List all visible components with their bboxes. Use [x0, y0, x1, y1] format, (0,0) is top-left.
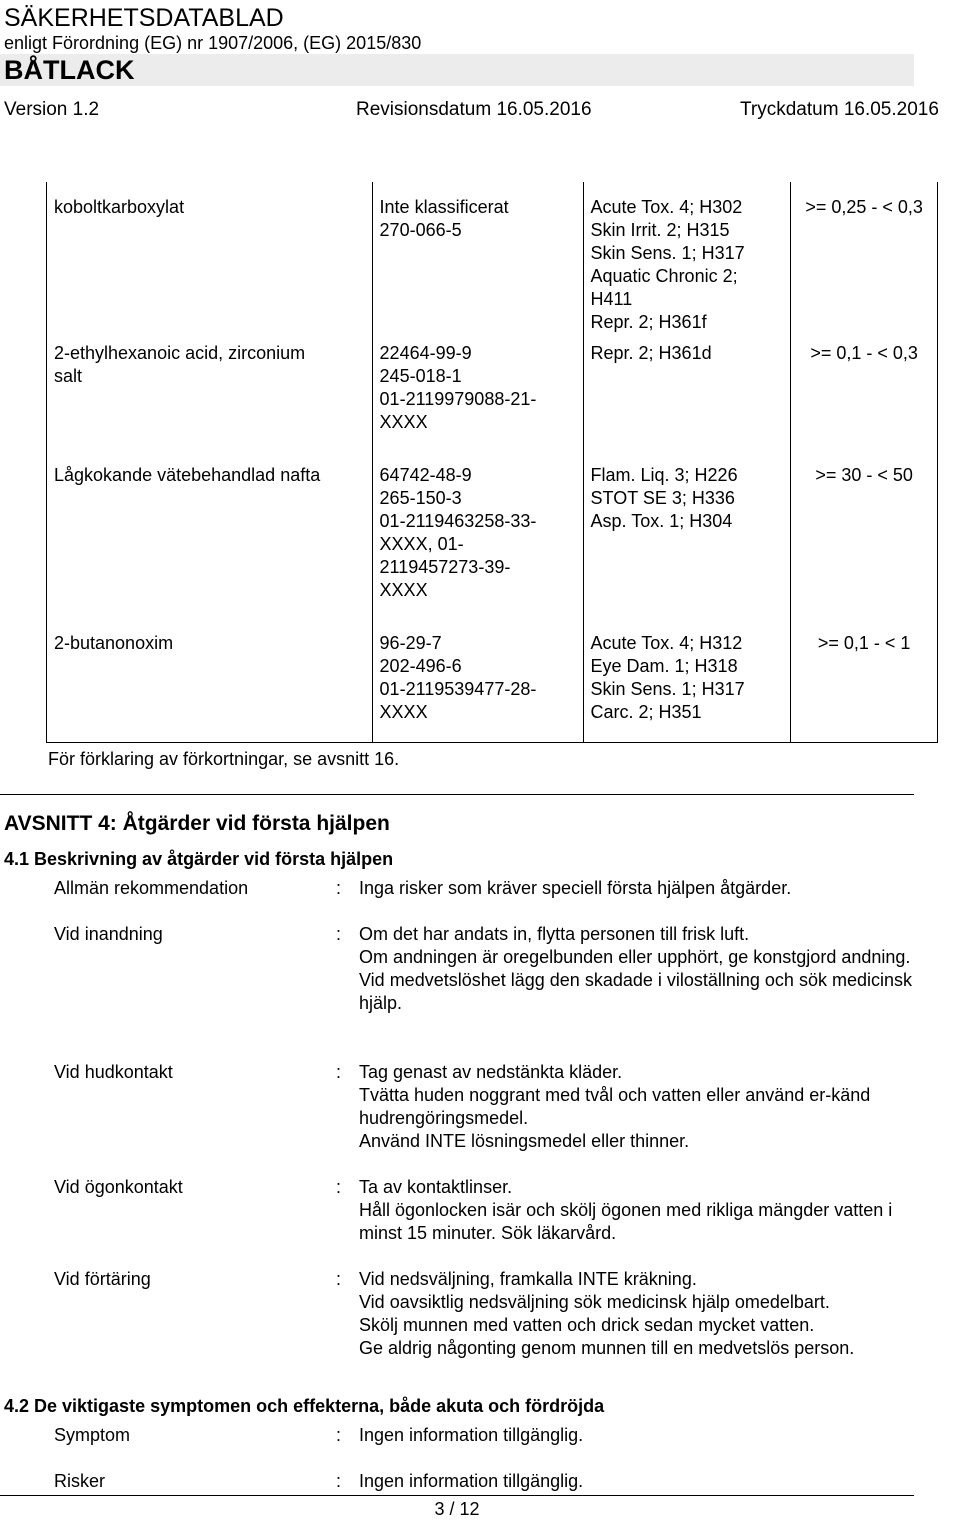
first-aid-value: [359, 1424, 915, 1447]
value-line: Om andningen är oregelbunden eller upphört, ge konstgjord andning.: [359, 947, 911, 967]
substance-classification: [583, 618, 791, 743]
cell-line: >= 30 - < 50: [815, 465, 913, 485]
cell-line: XXXX: [379, 580, 428, 600]
cell-line: XXXX: [379, 702, 428, 722]
value-line: Använd INTE lösningsmedel eller thinner.: [359, 1131, 690, 1151]
cell-line: Carc. 2; H351: [590, 702, 702, 722]
first-aid-label: Risker: [54, 1471, 106, 1491]
cell-line: 202-496-6: [379, 656, 462, 676]
cell-line: Lågkokande vätebehandlad nafta: [54, 465, 321, 485]
substance-name: [47, 450, 373, 618]
cell-line: 01-2119539477-28-: [379, 679, 537, 699]
revision-date: Revisionsdatum 16.05.2016: [356, 99, 592, 120]
first-aid-label: Vid ögonkontakt: [54, 1177, 183, 1197]
colon-separator: :: [336, 878, 342, 898]
subsection-title: 4.1 Beskrivning av åtgärder vid första hjälpen: [4, 849, 394, 869]
table-row: [47, 338, 938, 450]
page-number: 3 / 12: [434, 1499, 480, 1519]
value-line: Skölj munnen med vatten och drick sedan mycket vatten.: [359, 1315, 815, 1335]
colon-separator: :: [336, 1062, 342, 1082]
cell-line: Asp. Tox. 1; H304: [590, 511, 733, 531]
substance-ids: [372, 450, 583, 618]
substance-name: [47, 618, 373, 743]
cell-line: 2-butanonoxim: [54, 633, 174, 653]
first-aid-value: [359, 1061, 915, 1153]
table-row: [47, 182, 938, 338]
value-line: Om det har andats in, flytta personen till frisk luft.: [359, 924, 750, 944]
cell-line: 2-ethylhexanoic acid, zirconium: [54, 343, 306, 363]
cell-line: Eye Dam. 1; H318: [590, 656, 738, 676]
abbreviation-note: För förklaring av förkortningar, se avsnitt 16.: [48, 749, 400, 769]
cell-line: H411: [590, 289, 633, 309]
value-line: Ge aldrig någonting genom munnen till en medvetslös person.: [359, 1338, 855, 1358]
table-row: [47, 450, 938, 618]
value-line: Ingen information tillgänglig.: [359, 1425, 584, 1445]
colon-separator: :: [336, 924, 342, 944]
first-aid-label: Allmän rekommendation: [54, 878, 249, 898]
first-aid-label: Vid inandning: [54, 924, 163, 944]
doc-title: SÄKERHETSDATABLAD: [4, 4, 284, 32]
first-aid-value: [359, 1268, 915, 1360]
cell-line: Acute Tox. 4; H302: [590, 197, 743, 217]
cell-line: 22464-99-9: [379, 343, 472, 363]
value-line: Vid oavsiktlig nedsväljning sök medicinsk hjälp omedelbart.: [359, 1292, 830, 1312]
first-aid-value: [359, 1470, 915, 1493]
cell-line: Aquatic Chronic 2;: [590, 266, 738, 286]
product-name: BÅTLACK: [4, 55, 135, 85]
substance-ids: [372, 182, 583, 338]
cell-line: 270-066-5: [379, 220, 462, 240]
cell-line: 2119457273-39-: [379, 557, 511, 577]
substance-ids: [372, 618, 583, 743]
cell-line: >= 0,25 - < 0,3: [805, 197, 923, 217]
value-line: Tvätta huden noggrant med tvål och vatten eller använd er-känd hudrengöringsmedel.: [359, 1085, 871, 1128]
cell-line: 01-2119979088-21-: [379, 389, 537, 409]
value-line: Ingen information tillgänglig.: [359, 1471, 584, 1491]
cell-line: koboltkarboxylat: [54, 197, 185, 217]
table-row: [47, 618, 938, 743]
cell-line: Flam. Liq. 3; H226: [590, 465, 738, 485]
cell-line: 265-150-3: [379, 488, 462, 508]
footer-rule: [0, 1495, 914, 1496]
substance-classification: [583, 338, 791, 450]
section-rule: [0, 794, 914, 795]
substance-name: [47, 338, 373, 450]
cell-line: >= 0,1 - < 1: [817, 633, 911, 653]
value-line: Inga risker som kräver speciell första hjälpen åtgärder.: [359, 878, 792, 898]
colon-separator: :: [336, 1471, 342, 1491]
value-line: Tag genast av nedstänkta kläder.: [359, 1062, 623, 1082]
cell-line: XXXX, 01-: [379, 534, 464, 554]
version-label: Version 1.2: [4, 99, 100, 120]
first-aid-label: Vid förtäring: [54, 1269, 151, 1289]
substance-table: [46, 182, 938, 743]
cell-line: Skin Sens. 1; H317: [590, 243, 745, 263]
substance-classification: [583, 450, 791, 618]
cell-line: XXXX: [379, 412, 428, 432]
value-line: Håll ögonlocken isär och skölj ögonen med rikliga mängder vatten i minst 15 minuter. Sök läkarvård.: [359, 1200, 893, 1243]
substance-concentration: [791, 618, 938, 743]
value-line: Ta av kontaktlinser.: [359, 1177, 513, 1197]
substance-classification: [583, 182, 791, 338]
cell-line: Repr. 2; H361f: [590, 312, 707, 332]
section-title: AVSNITT 4: Åtgärder vid första hjälpen: [4, 812, 390, 835]
cell-line: 96-29-7: [379, 633, 442, 653]
substance-concentration: [791, 450, 938, 618]
print-date: Tryckdatum 16.05.2016: [740, 99, 939, 120]
value-line: Vid medvetslöshet lägg den skadade i viloställning och sök medicinsk hjälp.: [359, 970, 912, 1013]
cell-line: Inte klassificerat: [379, 197, 509, 217]
cell-line: Skin Irrit. 2; H315: [590, 220, 730, 240]
doc-subtitle: enligt Förordning (EG) nr 1907/2006, (EG) 2015/830: [4, 33, 422, 53]
cell-line: STOT SE 3; H336: [590, 488, 735, 508]
product-bar: [0, 54, 914, 86]
colon-separator: :: [336, 1425, 342, 1445]
substance-concentration: [791, 338, 938, 450]
cell-line: Acute Tox. 4; H312: [590, 633, 743, 653]
substance-concentration: [791, 182, 938, 338]
colon-separator: :: [336, 1177, 342, 1197]
cell-line: >= 0,1 - < 0,3: [810, 343, 918, 363]
cell-line: 01-2119463258-33-: [379, 511, 537, 531]
subsection-title-2: 4.2 De viktigaste symptomen och effekterna, både akuta och fördröjda: [4, 1396, 605, 1416]
first-aid-label: Symptom: [54, 1425, 131, 1445]
first-aid-value: [359, 1176, 915, 1245]
substance-ids: [372, 338, 583, 450]
cell-line: Repr. 2; H361d: [590, 343, 712, 363]
cell-line: Skin Sens. 1; H317: [590, 679, 745, 699]
cell-line: salt: [54, 366, 83, 386]
cell-line: 245-018-1: [379, 366, 462, 386]
first-aid-value: [359, 877, 915, 900]
substance-name: [47, 182, 373, 338]
value-line: Vid nedsväljning, framkalla INTE kräkning.: [359, 1269, 697, 1289]
first-aid-label: Vid hudkontakt: [54, 1062, 173, 1082]
cell-line: 64742-48-9: [379, 465, 472, 485]
colon-separator: :: [336, 1269, 342, 1289]
first-aid-value: [359, 923, 915, 1015]
